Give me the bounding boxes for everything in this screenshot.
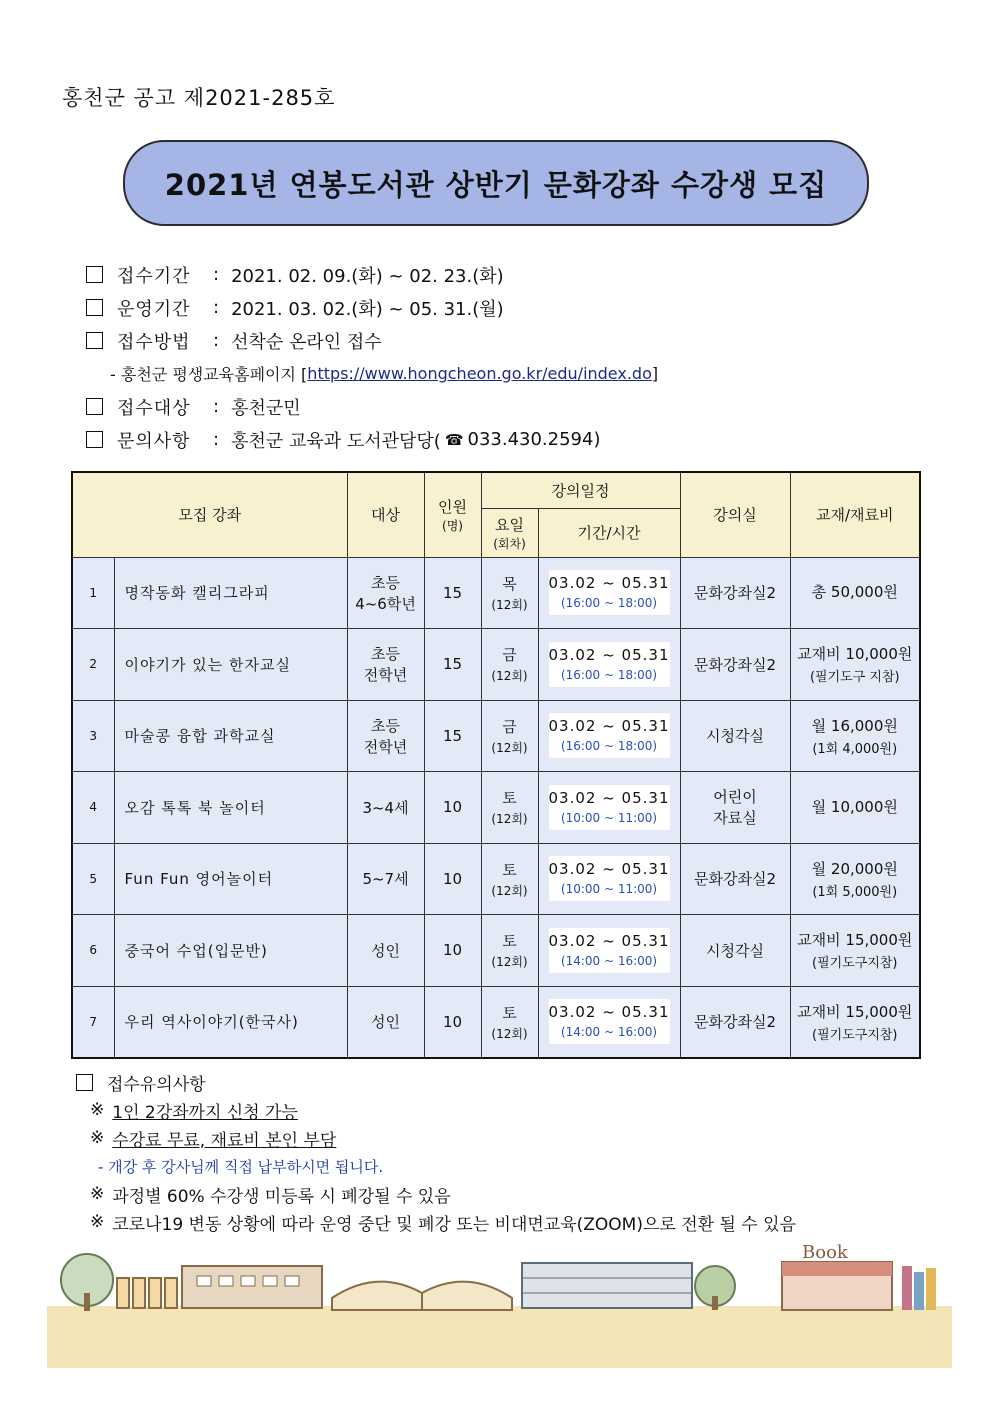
course-target	[347, 915, 424, 987]
header-day	[481, 508, 538, 557]
course-dates: 03.02 ~ 05.31	[548, 717, 670, 736]
course-target-line1: 초등	[371, 716, 400, 735]
course-room	[680, 700, 790, 772]
course-day	[481, 557, 538, 629]
course-room-line2: 자료실	[713, 809, 757, 828]
period-box	[549, 785, 670, 830]
course-dates: 03.02 ~ 05.31	[548, 788, 670, 807]
course-dates: 03.02 ~ 05.31	[548, 931, 670, 950]
course-people: 10	[424, 772, 481, 844]
course-room	[680, 843, 790, 915]
course-name: 오감 톡톡 북 놀이터	[114, 772, 347, 844]
period-value: 2021. 02. 09.(화) ~ 02. 23.(화)	[231, 265, 504, 287]
course-fee	[790, 629, 920, 701]
row-number: 6	[72, 915, 114, 987]
period-box	[549, 713, 670, 758]
course-time: (14:00 ~ 16:00)	[560, 1025, 658, 1039]
course-time: (16:00 ~ 18:00)	[560, 596, 658, 611]
notes-heading-row	[76, 1068, 796, 1096]
book-sign-text: Book	[802, 1242, 848, 1263]
homepage-link[interactable]: https://www.hongcheon.go.kr/edu/index.do	[307, 364, 652, 383]
page-title-text: 2021년 연봉도서관 상반기 문화강좌 수강생 모집	[164, 167, 828, 202]
course-fee-line1: 교재비 10,000원	[797, 645, 913, 664]
course-name: 중국어 수업(입문반)	[114, 915, 347, 987]
header-period: 기간/시간	[538, 508, 680, 557]
course-target-line1: 3~4세	[362, 798, 409, 817]
course-room	[680, 986, 790, 1058]
table-row	[72, 700, 920, 772]
school-building-icon	[182, 1266, 322, 1308]
period-box	[549, 642, 670, 687]
course-dates: 03.02 ~ 05.31	[548, 1003, 670, 1021]
row-number: 4	[72, 772, 114, 844]
contact-label: 문의사항	[117, 430, 191, 452]
course-day-label: 토	[502, 789, 517, 808]
info-row-target	[86, 390, 658, 423]
open-book-icon	[332, 1282, 512, 1310]
course-room-line1: 시청각실	[706, 727, 764, 746]
books-icon	[902, 1266, 936, 1310]
course-target-line2: 전학년	[363, 666, 408, 685]
header-target: 대상	[347, 472, 424, 557]
course-target	[347, 557, 424, 629]
info-section	[86, 258, 658, 456]
tree-icon	[695, 1266, 735, 1310]
course-room-line1: 문화강좌실2	[694, 655, 777, 674]
header-people-label: 인원	[438, 497, 467, 516]
course-session-count: (12회)	[491, 740, 528, 755]
contact-value: 홍천군 교육과 도서관담당(	[231, 430, 441, 452]
course-target	[347, 986, 424, 1058]
course-fee-line2: (필기도구 지참)	[809, 670, 900, 686]
notes-heading: 접수유의사항	[107, 1074, 206, 1095]
table-row	[72, 986, 920, 1058]
bookstore-icon	[782, 1242, 892, 1310]
info-row-contact	[86, 423, 658, 456]
course-dates: 03.02 ~ 05.31	[548, 574, 670, 593]
course-target-line2: 전학년	[363, 737, 408, 756]
header-fee: 교재/재료비	[790, 472, 920, 557]
note-text-4: 코로나19 변동 상황에 따라 운영 중단 및 폐강 또는 비대면교육(ZOOM)으로 전환 될 수 있음	[112, 1214, 796, 1235]
footer-illustration	[47, 1238, 952, 1368]
course-people: 15	[424, 700, 481, 772]
course-day-label: 토	[502, 1003, 517, 1022]
info-row-operation	[86, 291, 658, 324]
course-period	[538, 557, 680, 629]
course-period	[538, 843, 680, 915]
course-session-count: (12회)	[491, 955, 528, 970]
header-room: 강의실	[680, 472, 790, 557]
course-fee	[790, 986, 920, 1058]
course-room-line1: 어린이	[713, 788, 757, 807]
course-time: (16:00 ~ 18:00)	[560, 739, 658, 754]
course-day	[481, 700, 538, 772]
course-day-label: 금	[502, 717, 517, 736]
course-target	[347, 843, 424, 915]
row-number: 1	[72, 557, 114, 629]
checkbox-icon	[86, 431, 103, 448]
course-fee-line1: 총 50,000원	[811, 583, 898, 602]
note-item-4	[76, 1208, 796, 1236]
course-target-line1: 성인	[371, 1013, 400, 1031]
course-period	[538, 986, 680, 1058]
course-fee	[790, 843, 920, 915]
table-row	[72, 772, 920, 844]
note-text-1: 1인 2강좌까지 신청 가능	[112, 1102, 298, 1123]
course-fee-line1: 교재비 15,000원	[797, 1002, 913, 1021]
info-row-period	[86, 258, 658, 291]
colon: :	[213, 297, 220, 318]
period-box	[549, 999, 670, 1044]
course-day	[481, 629, 538, 701]
course-fee-line1: 월 10,000원	[811, 797, 898, 816]
table-row	[72, 915, 920, 987]
course-target	[347, 772, 424, 844]
course-fee-line2: (필기도구지참)	[812, 956, 898, 972]
course-fee	[790, 557, 920, 629]
colon: :	[213, 264, 220, 285]
reference-mark-icon: ※	[90, 1184, 105, 1204]
course-target-line1: 초등	[371, 573, 400, 592]
course-day	[481, 986, 538, 1058]
course-room	[680, 915, 790, 987]
fence-icon	[117, 1278, 177, 1308]
course-name: 이야기가 있는 한자교실	[114, 629, 347, 701]
course-time: (10:00 ~ 11:00)	[560, 882, 658, 897]
target-value: 홍천군민	[231, 397, 301, 419]
course-day	[481, 772, 538, 844]
checkbox-icon	[86, 299, 103, 316]
course-day-label: 토	[502, 932, 517, 951]
checkbox-icon	[86, 266, 103, 283]
notes-section	[76, 1068, 796, 1236]
note-text-2: 수강료 무료, 재료비 본인 부담	[112, 1130, 337, 1151]
table-row	[72, 557, 920, 629]
course-name: Fun Fun 영어놀이터	[114, 843, 347, 915]
course-room-line1: 문화강좌실2	[694, 1013, 777, 1031]
course-target-line1: 성인	[371, 941, 400, 960]
header-schedule: 강의일정	[481, 472, 680, 508]
course-target	[347, 629, 424, 701]
row-number: 3	[72, 700, 114, 772]
row-number: 2	[72, 629, 114, 701]
course-dates: 03.02 ~ 05.31	[548, 860, 670, 879]
course-day-label: 토	[502, 860, 517, 879]
course-room	[680, 772, 790, 844]
row-number: 5	[72, 843, 114, 915]
course-target	[347, 700, 424, 772]
method-sub-suffix: ]	[651, 364, 659, 383]
course-fee-line1: 월 20,000원	[811, 859, 898, 878]
course-room-line1: 문화강좌실2	[694, 584, 777, 603]
info-row-method-sub	[86, 357, 658, 390]
course-time: (14:00 ~ 16:00)	[560, 953, 658, 968]
period-box	[549, 856, 670, 901]
course-session-count: (12회)	[491, 883, 528, 898]
method-value: 선착순 온라인 접수	[231, 331, 382, 353]
course-table	[71, 471, 921, 1059]
table-row	[72, 629, 920, 701]
reference-mark-icon: ※	[90, 1128, 105, 1148]
header-day-sub: (회차)	[493, 536, 526, 551]
course-name: 우리 역사이야기(한국사)	[114, 986, 347, 1058]
course-room	[680, 629, 790, 701]
operation-value: 2021. 03. 02.(화) ~ 05. 31.(월)	[231, 298, 504, 320]
course-period	[538, 700, 680, 772]
course-fee-line2: (1회 5,000원)	[812, 884, 898, 900]
course-fee	[790, 700, 920, 772]
course-fee-line1: 교재비 15,000원	[797, 931, 913, 950]
course-session-count: (12회)	[491, 1026, 528, 1041]
library-building-icon	[522, 1263, 692, 1308]
checkbox-icon	[86, 398, 103, 415]
method-label: 접수방법	[117, 331, 191, 353]
header-course: 모집 강좌	[72, 472, 347, 557]
course-period	[538, 915, 680, 987]
course-time: (16:00 ~ 18:00)	[560, 667, 658, 682]
header-people-unit: (명)	[442, 518, 463, 533]
colon: :	[213, 396, 220, 417]
footer-ground	[47, 1306, 952, 1368]
target-label: 접수대상	[117, 397, 191, 419]
operation-label: 운영기간	[117, 298, 191, 320]
course-day	[481, 915, 538, 987]
course-day-label: 목	[502, 574, 517, 593]
colon: :	[213, 429, 220, 450]
note-item-1	[76, 1096, 796, 1124]
contact-phone: 033.430.2594)	[467, 429, 601, 450]
checkbox-icon	[76, 1074, 93, 1091]
course-people: 15	[424, 557, 481, 629]
period-box	[549, 570, 670, 615]
info-row-method	[86, 324, 658, 357]
course-fee-line1: 월 16,000원	[811, 716, 898, 735]
course-name: 마술콩 융합 과학교실	[114, 700, 347, 772]
colon: :	[213, 330, 220, 351]
course-name: 명작동화 캘리그라피	[114, 557, 347, 629]
course-people: 10	[424, 986, 481, 1058]
course-table-body	[72, 557, 920, 1058]
course-fee-line2: (필기도구지참)	[812, 1027, 898, 1043]
reference-mark-icon: ※	[90, 1212, 105, 1232]
course-session-count: (12회)	[491, 669, 528, 684]
course-people: 10	[424, 915, 481, 987]
course-period	[538, 772, 680, 844]
course-target-line1: 초등	[371, 645, 400, 664]
table-row	[72, 843, 920, 915]
course-people: 15	[424, 629, 481, 701]
note-text-3: 과정별 60% 수강생 미등록 시 폐강될 수 있음	[112, 1186, 451, 1207]
row-number: 7	[72, 986, 114, 1058]
page-title	[123, 140, 869, 226]
course-people: 10	[424, 843, 481, 915]
reference-mark-icon: ※	[90, 1100, 105, 1120]
note-item-3	[76, 1180, 796, 1208]
period-box	[549, 928, 670, 973]
header-people	[424, 472, 481, 557]
course-room-line1: 문화강좌실2	[694, 870, 777, 889]
course-target-line1: 5~7세	[362, 870, 409, 889]
note-item-2-sub: - 개강 후 강사님께 직접 납부하시면 됩니다.	[98, 1157, 384, 1176]
method-sub-prefix: - 홍천군 평생교육홈페이지 [	[110, 365, 308, 384]
course-room-line1: 시청각실	[706, 941, 764, 960]
phone-icon: ☎	[444, 430, 464, 449]
course-fee	[790, 915, 920, 987]
notice-number: 홍천군 공고 제2021-285호	[62, 86, 336, 110]
tree-icon	[61, 1254, 113, 1311]
course-fee-line2: (1회 4,000원)	[812, 741, 898, 757]
course-day	[481, 843, 538, 915]
course-fee	[790, 772, 920, 844]
course-session-count: (12회)	[491, 597, 528, 612]
period-label: 접수기간	[117, 265, 191, 287]
course-day-label: 금	[502, 646, 517, 665]
course-time: (10:00 ~ 11:00)	[560, 810, 658, 825]
checkbox-icon	[86, 332, 103, 349]
course-period	[538, 629, 680, 701]
course-dates: 03.02 ~ 05.31	[548, 645, 670, 664]
header-day-label: 요일	[495, 515, 524, 534]
course-target-line2: 4~6학년	[355, 594, 416, 613]
course-session-count: (12회)	[491, 812, 528, 827]
course-room	[680, 557, 790, 629]
note-item-2	[76, 1124, 796, 1152]
